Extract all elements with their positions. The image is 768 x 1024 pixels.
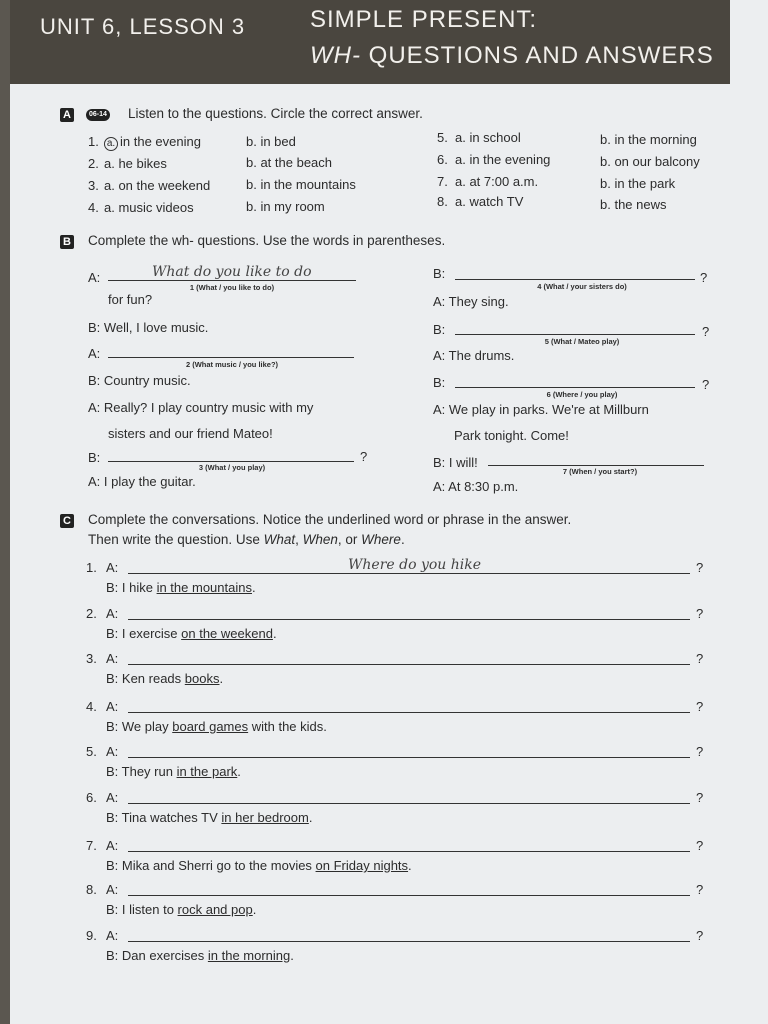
c-item-response bbox=[106, 719, 327, 734]
underlined-phrase: board games bbox=[172, 719, 249, 734]
c-item-num: 2. bbox=[86, 606, 97, 621]
option-text: in the evening bbox=[120, 134, 201, 149]
question-mark: ? bbox=[696, 928, 704, 943]
answer-line-3[interactable] bbox=[108, 461, 354, 462]
question-mark: ? bbox=[360, 449, 368, 464]
c-answer-line[interactable] bbox=[128, 619, 690, 620]
instr-text: , bbox=[295, 532, 303, 547]
c-item-num: 1. bbox=[86, 560, 97, 575]
c-item-num: 9. bbox=[86, 928, 97, 943]
hint-5: 5 (What / Mateo play) bbox=[544, 337, 620, 346]
line-text: sisters and our friend Mateo! bbox=[108, 426, 273, 441]
audio-track-icon[interactable]: 06-14 bbox=[86, 109, 110, 121]
instr-word-what: What bbox=[263, 532, 296, 547]
speaker-b: B: bbox=[433, 322, 446, 337]
line-text: for fun? bbox=[108, 292, 153, 307]
speaker-b: B: bbox=[88, 450, 101, 465]
underlined-phrase: on Friday nights bbox=[315, 858, 409, 873]
a-item-option-b[interactable]: b. in my room bbox=[246, 199, 325, 214]
c-answer-line[interactable] bbox=[128, 895, 690, 896]
underlined-phrase: in the park bbox=[176, 764, 238, 779]
instr-text: . bbox=[400, 532, 405, 547]
c-item-response bbox=[106, 626, 277, 641]
line-text: Park tonight. Come! bbox=[454, 428, 569, 443]
a-item-option-b[interactable]: b. in the mountains bbox=[246, 177, 356, 192]
a-item-option-a[interactable]: a. in the evening bbox=[455, 152, 551, 167]
a-item-option-b[interactable]: b. in the park bbox=[600, 176, 676, 191]
c-item-num: 4. bbox=[86, 699, 97, 714]
response-text: B: Ken reads bbox=[106, 671, 185, 686]
response-text: B: Mika and Sherri go to the movies bbox=[106, 858, 316, 873]
c-answer-line[interactable] bbox=[128, 941, 690, 942]
line-text: A: We play in parks. We're at Millburn bbox=[433, 402, 649, 417]
response-text: . bbox=[290, 948, 294, 963]
line-text: A: Really? I play country music with my bbox=[88, 400, 314, 415]
question-mark: ? bbox=[696, 744, 704, 759]
response-text: . bbox=[272, 626, 277, 641]
speaker-a: A: bbox=[106, 699, 119, 714]
speaker-a: A: bbox=[106, 928, 119, 943]
hint-2: 2 (What music / you like?) bbox=[185, 360, 279, 369]
response-text: with the kids. bbox=[248, 719, 327, 734]
response-text: B: I listen to bbox=[106, 902, 178, 917]
a-item-option-b[interactable]: b. the news bbox=[600, 197, 667, 212]
a-item-option-b[interactable]: b. in the morning bbox=[600, 132, 697, 147]
c-answer-line[interactable] bbox=[128, 757, 690, 758]
section-c-instruction-line1: Complete the conversations. Notice the underlined word or phrase in the answer. bbox=[88, 512, 572, 527]
speaker-a: A: bbox=[106, 790, 119, 805]
response-text: B: Dan exercises bbox=[106, 948, 208, 963]
c-item-num: 8. bbox=[86, 882, 97, 897]
a-item-option-a[interactable]: a. he bikes bbox=[104, 156, 167, 171]
a-item-option-b[interactable]: b. on our balcony bbox=[600, 154, 700, 169]
question-mark: ? bbox=[696, 790, 704, 805]
c-item-num: 5. bbox=[86, 744, 97, 759]
circled-answer-icon: a. bbox=[104, 137, 118, 151]
a-item-num: 4. bbox=[88, 200, 99, 215]
a-item-num: 6. bbox=[437, 152, 448, 167]
c-answer-line[interactable] bbox=[128, 851, 690, 852]
instr-word-where: Where bbox=[361, 532, 401, 547]
speaker-a: A: bbox=[106, 882, 119, 897]
question-mark: ? bbox=[696, 651, 704, 666]
line-text: B: I will! bbox=[433, 455, 478, 470]
speaker-a: A: bbox=[106, 651, 119, 666]
response-text: B: Tina watches TV bbox=[106, 810, 222, 825]
speaker-a: A: bbox=[106, 838, 119, 853]
a-item-num: 1. bbox=[88, 134, 99, 149]
speaker-b: B: bbox=[433, 375, 446, 390]
speaker-a: A: bbox=[106, 606, 119, 621]
handwritten-answer-1: What do you like to do bbox=[152, 264, 312, 280]
page-title-line1: SIMPLE PRESENT: bbox=[310, 6, 538, 33]
c-item-num: 7. bbox=[86, 838, 97, 853]
a-item-num: 7. bbox=[437, 174, 448, 189]
a-item-option-a[interactable]: a. watch TV bbox=[455, 194, 524, 209]
line-text: B: Country music. bbox=[88, 373, 191, 388]
speaker-a: A: bbox=[88, 346, 101, 361]
response-text: B: I exercise bbox=[106, 626, 182, 641]
speaker-a: A: bbox=[88, 270, 101, 285]
a-item-option-b[interactable]: b. in bed bbox=[246, 134, 296, 149]
instr-text: Then write the question. Use bbox=[88, 532, 264, 547]
answer-line-6[interactable] bbox=[455, 387, 695, 388]
speaker-a: A: bbox=[106, 744, 119, 759]
instr-word-when: When bbox=[302, 532, 338, 547]
a-item-num: 2. bbox=[88, 156, 99, 171]
c-item-response bbox=[106, 858, 412, 873]
question-mark: ? bbox=[696, 699, 704, 714]
hint-3: 3 (What / you play) bbox=[198, 463, 266, 472]
hint-4: 4 (What / your sisters do) bbox=[537, 282, 627, 291]
response-text: B: I hike bbox=[106, 580, 157, 595]
section-c-instruction-line2 bbox=[88, 532, 405, 547]
response-text: B: We play bbox=[106, 719, 173, 734]
answer-line-7[interactable] bbox=[488, 465, 704, 466]
underlined-phrase: in the mountains bbox=[156, 580, 252, 595]
c-item-response bbox=[106, 810, 312, 825]
underlined-phrase: books bbox=[184, 671, 220, 686]
a-item-option-b[interactable]: b. at the beach bbox=[246, 155, 333, 170]
c-item-response bbox=[106, 948, 294, 963]
question-mark: ? bbox=[702, 377, 710, 392]
speaker-a: A: bbox=[106, 560, 119, 575]
response-text: . bbox=[251, 580, 256, 595]
hint-6: 6 (Where / you play) bbox=[546, 390, 618, 399]
c-answer-line[interactable] bbox=[128, 712, 690, 713]
c-answer-line[interactable] bbox=[128, 573, 690, 574]
a-item-option-a[interactable]: a. music videos bbox=[104, 200, 194, 215]
answer-line-2[interactable] bbox=[108, 357, 354, 358]
a-item-option-a[interactable]: a. in school bbox=[455, 130, 521, 145]
title-rest: QUESTIONS AND ANSWERS bbox=[360, 42, 714, 69]
response-text: . bbox=[408, 858, 412, 873]
answer-line-4[interactable] bbox=[455, 279, 695, 280]
a-item-option-a[interactable] bbox=[104, 134, 201, 151]
a-item-option-a[interactable]: a. at 7:00 a.m. bbox=[455, 174, 539, 189]
section-a-instruction: Listen to the questions. Circle the correct answer. bbox=[128, 106, 423, 121]
underlined-phrase: rock and pop bbox=[177, 902, 253, 917]
c-item-num: 3. bbox=[86, 651, 97, 666]
c-item-response bbox=[106, 580, 256, 595]
c-item-response bbox=[106, 902, 256, 917]
a-item-num: 5. bbox=[437, 130, 448, 145]
question-mark: ? bbox=[696, 882, 704, 897]
a-item-num: 8. bbox=[437, 194, 448, 209]
question-mark: ? bbox=[700, 270, 708, 285]
speaker-b: B: bbox=[433, 266, 446, 281]
handwritten-answer: Where do you hike bbox=[348, 557, 482, 573]
page-title-line2 bbox=[310, 42, 714, 70]
c-item-num: 6. bbox=[86, 790, 97, 805]
c-answer-line[interactable] bbox=[128, 803, 690, 804]
line-text: A: They sing. bbox=[433, 294, 509, 309]
underlined-phrase: in the morning bbox=[207, 948, 291, 963]
underlined-phrase: in her bedroom bbox=[221, 810, 309, 825]
title-wh: WH- bbox=[310, 42, 361, 69]
response-text: . bbox=[237, 764, 241, 779]
underlined-phrase: on the weekend bbox=[181, 626, 273, 641]
line-text: A: I play the guitar. bbox=[88, 474, 196, 489]
section-b-instruction: Complete the wh- questions. Use the words in parentheses. bbox=[88, 233, 446, 248]
line-text: B: Well, I love music. bbox=[88, 320, 209, 335]
instr-text: , or bbox=[337, 532, 362, 547]
question-mark: ? bbox=[696, 560, 704, 575]
question-mark: ? bbox=[696, 838, 704, 853]
response-text: . bbox=[219, 671, 224, 686]
answer-line-5[interactable] bbox=[455, 334, 695, 335]
page-header bbox=[10, 0, 730, 84]
c-item-response bbox=[106, 671, 223, 686]
line-text: A: The drums. bbox=[433, 348, 515, 363]
response-text: . bbox=[308, 810, 313, 825]
hint-7: 7 (When / you start?) bbox=[562, 467, 638, 476]
hint-1: 1 (What / you like to do) bbox=[189, 283, 275, 292]
question-mark: ? bbox=[696, 606, 704, 621]
c-item-response bbox=[106, 764, 241, 779]
line-text: A: At 8:30 p.m. bbox=[433, 479, 519, 494]
section-c-badge: C bbox=[60, 514, 74, 528]
answer-line-1[interactable] bbox=[108, 280, 356, 281]
response-text: B: They run bbox=[106, 764, 177, 779]
response-text: . bbox=[252, 902, 257, 917]
section-a-badge: A bbox=[60, 108, 74, 122]
a-item-option-a[interactable]: a. on the weekend bbox=[104, 178, 211, 193]
unit-lesson-label: UNIT 6, LESSON 3 bbox=[40, 14, 246, 39]
section-b-badge: B bbox=[60, 235, 74, 249]
a-item-num: 3. bbox=[88, 178, 99, 193]
c-answer-line[interactable] bbox=[128, 664, 690, 665]
question-mark: ? bbox=[702, 324, 710, 339]
